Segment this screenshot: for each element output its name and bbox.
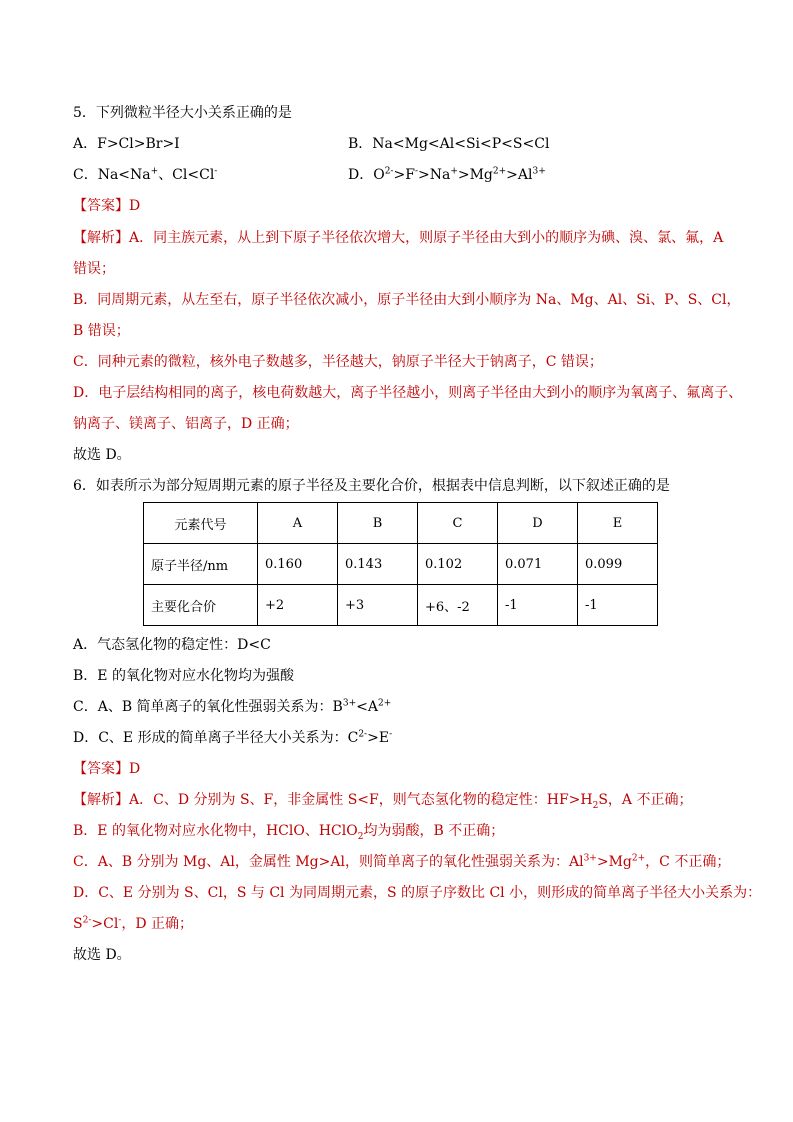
table-cell: 主要化合价 [144,585,258,626]
table-header-cell: A [258,503,338,544]
q6-option-a: A．气态氢化物的稳定性：D<C [73,637,271,653]
q6-option-b: B．E 的氧化物对应水化物均为强酸 [73,668,294,684]
q6-conclusion: 故选 D。 [73,947,131,963]
q6-analysis-line: D．C、E 分别为 S、Cl，S 与 Cl 为同周期元素，S 的原子序数比 Cl 小，则形成的简单离子半径大小关系为： [73,885,762,901]
q5-option-a: A．F>Cl>Br>I [73,136,180,152]
q5-analysis-line: 钠离子、镁离子、铝离子，D 正确； [73,416,299,432]
q6-option-c: C．A、B 简单离子的氧化性强弱关系为：$B^{3+}<A^{2+}$ [73,698,392,715]
q5-option-d: D．$O^{2-}>F^->Na^+>Mg^{2+}>Al^{3+}$ [348,166,546,183]
table-cell: +2 [258,585,338,626]
q5-question: 5．下列微粒半径大小关系正确的是 [73,105,292,121]
q6-analysis-line: 【解析】A．C、D 分别为 S、F，非金属性 S<F，则气态氢化物的稳定性：$HF>H_2S$，A 不正确； [73,792,693,811]
q5-analysis-line: C．同种元素的微粒，核外电子数越多，半径越大，钠原子半径大于钠离子，C 错误； [73,354,603,370]
table-cell: 0.099 [578,544,658,585]
q5-conclusion: 故选 D。 [73,447,131,463]
table-cell: +3 [338,585,418,626]
q5-analysis-line: B．同周期元素，从左至右，原子半径依次减小，原子半径由大到小顺序为 Na、Mg、Al、Si、P、S、Cl， [73,292,741,308]
table-cell: -1 [498,585,578,626]
q5-analysis-line: D．电子层结构相同的离子，核电荷数越大，离子半径越小，则离子半径由大到小的顺序为氧离子、氟离子、 [73,385,743,401]
q5-analysis-line: 【解析】A．同主族元素，从上到下原子半径依次增大，则原子半径由大到小的顺序为碘、溴、氯、氟，A [73,230,724,246]
table-cell: -1 [578,585,658,626]
table-header-cell: E [578,503,658,544]
table-cell: 0.143 [338,544,418,585]
table-row [144,544,658,585]
q5-option-b: B．Na<Mg<Al<Si<P<S<Cl [348,136,550,152]
table-cell: 0.102 [418,544,498,585]
q6-analysis-line: C．A、B 分别为 Mg、Al，金属性 Mg>Al，则简单离子的氧化性强弱关系为：$Al^{3+}>Mg^{2+}$，C 不正确； [73,853,731,870]
table-header-cell: D [498,503,578,544]
table-cell: 原子半径/nm [144,544,258,585]
table-header-cell: 元素代号 [144,503,258,544]
element-table [143,502,658,626]
table-cell: 0.160 [258,544,338,585]
q5-answer: 【答案】D [73,198,141,214]
table-header-row [144,503,658,544]
table-header-cell: B [338,503,418,544]
table-cell: 0.071 [498,544,578,585]
table-header-cell: C [418,503,498,544]
q6-analysis-line: $S^{2-}>Cl^-$，D 正确； [73,915,194,932]
table-cell: +6、-2 [418,585,498,626]
q5-analysis-line: B 错误； [73,323,130,339]
q6-question: 6．如表所示为部分短周期元素的原子半径及主要化合价，根据表中信息判断，以下叙述正确的是 [73,478,670,494]
q5-analysis-line: 错误； [73,261,115,277]
q6-option-d: D．C、E 形成的简单离子半径大小关系为：$C^{2-}>E^-$ [73,729,393,746]
q6-analysis-line: B．E 的氧化物对应水化物中，HClO、HClO$_2$均为弱酸，B 不正确； [73,823,505,842]
q6-answer: 【答案】D [73,761,141,777]
q5-option-c: C．Na<Na+、Cl<Cl- [73,166,218,183]
table-row [144,585,658,626]
